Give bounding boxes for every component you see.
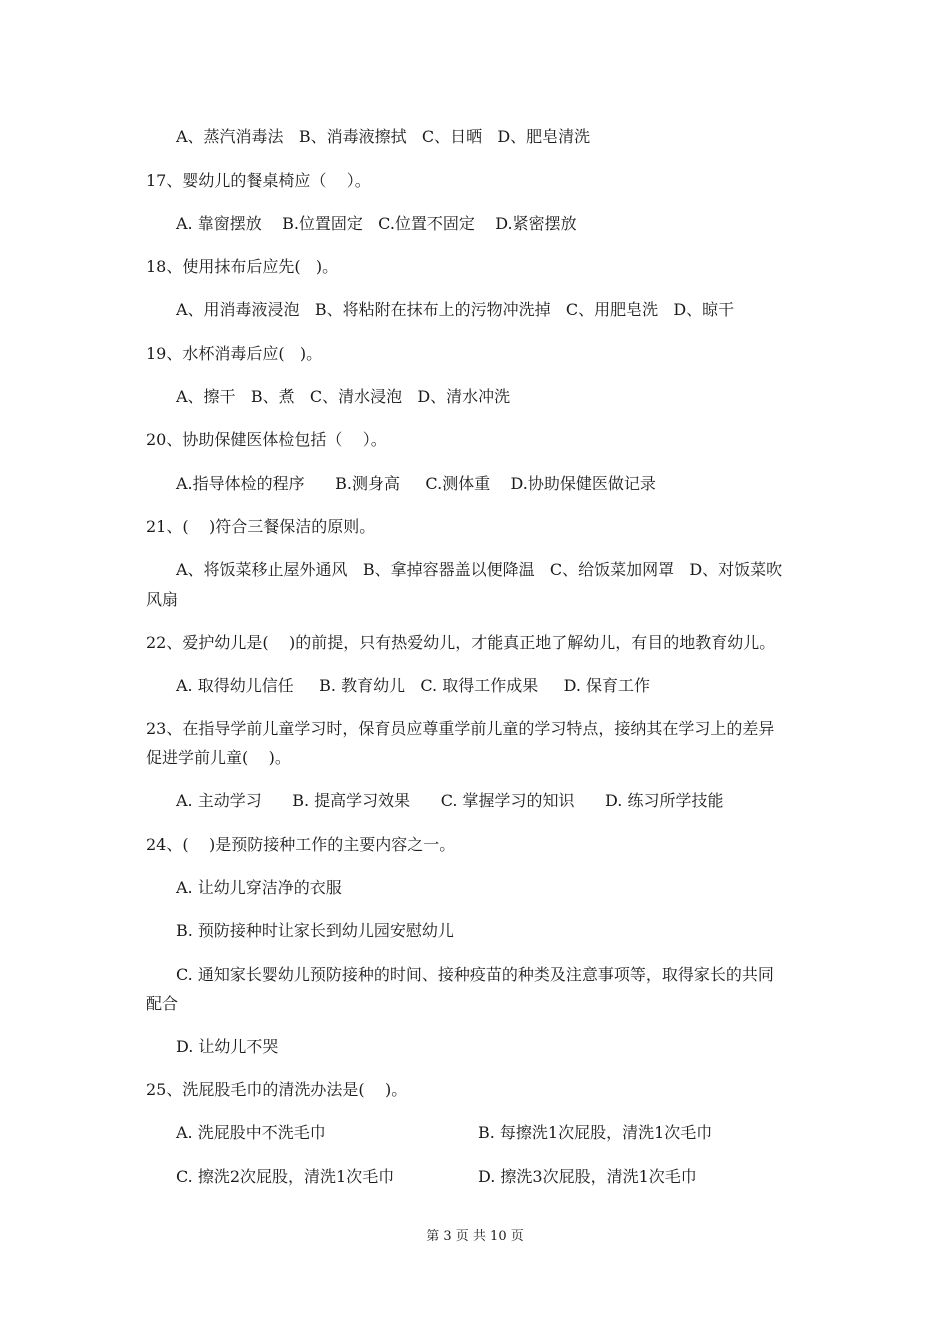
q21-options-wrap: 风扇 [146, 590, 179, 609]
q22-question: 22、爱护幼儿是( )的前提，只有热爱幼儿，才能真正地了解幼儿，有目的地教育幼儿。 [146, 633, 776, 652]
q22-options: A. 取得幼儿信任 B. 教育幼儿 C. 取得工作成果 D. 保育工作 [176, 676, 651, 695]
q20-options: A.指导体检的程序 B.测身高 C.测体重 D.协助保健医做记录 [176, 474, 656, 493]
q23-question-wrap: 促进学前儿童( )。 [146, 748, 291, 767]
q24-option-d: D. 让幼儿不哭 [176, 1037, 279, 1056]
q21-options: A、将饭菜移止屋外通风 B、拿掉容器盖以便降温 C、给饭菜加网罩 D、对饭菜吹 [176, 560, 783, 579]
q20-question: 20、协助保健医体检包括（ ）。 [146, 430, 387, 449]
q18-question: 18、使用抹布后应先( )。 [146, 257, 339, 276]
page-footer: 第 3 页 共 10 页 [426, 1229, 524, 1244]
q17-options: A. 靠窗摆放 B.位置固定 C.位置不固定 D.紧密摆放 [176, 214, 577, 233]
q25-option-d: D. 擦洗3次屁股，清洗1次毛巾 [478, 1167, 697, 1186]
q24-option-c: C. 通知家长婴幼儿预防接种的时间、接种疫苗的种类及注意事项等，取得家长的共同 [176, 965, 774, 984]
q17-question: 17、婴幼儿的餐桌椅应（ ）。 [146, 171, 371, 190]
q23-question: 23、在指导学前儿童学习时，保育员应尊重学前儿童的学习特点，接纳其在学习上的差异 [146, 719, 775, 738]
q19-options: A、擦干 B、煮 C、清水浸泡 D、清水冲洗 [176, 387, 511, 406]
q23-options: A. 主动学习 B. 提高学习效果 C. 掌握学习的知识 D. 练习所学技能 [176, 791, 724, 810]
q21-question: 21、( )符合三餐保洁的原则。 [146, 517, 376, 536]
q18-options: A、用消毒液浸泡 B、将粘附在抹布上的污物冲洗掉 C、用肥皂洗 D、晾干 [176, 300, 735, 319]
q25-option-b: B. 每擦洗1次屁股，清洗1次毛巾 [478, 1123, 713, 1142]
q25-question: 25、洗屁股毛巾的清洗办法是( )。 [146, 1080, 408, 1099]
q25-option-c: C. 擦洗2次屁股，清洗1次毛巾 [176, 1167, 395, 1186]
q16-options: A、蒸汽消毒法 B、消毒液擦拭 C、日晒 D、肥皂清洗 [176, 127, 591, 146]
q24-option-c-wrap: 配合 [146, 994, 179, 1013]
q25-option-a: A. 洗屁股中不洗毛巾 [176, 1123, 326, 1142]
q19-question: 19、水杯消毒后应( )。 [146, 344, 323, 363]
q24-option-a: A. 让幼儿穿洁净的衣服 [176, 878, 342, 897]
q24-option-b: B. 预防接种时让家长到幼儿园安慰幼儿 [176, 921, 454, 940]
q24-question: 24、( )是预防接种工作的主要内容之一。 [146, 835, 456, 854]
